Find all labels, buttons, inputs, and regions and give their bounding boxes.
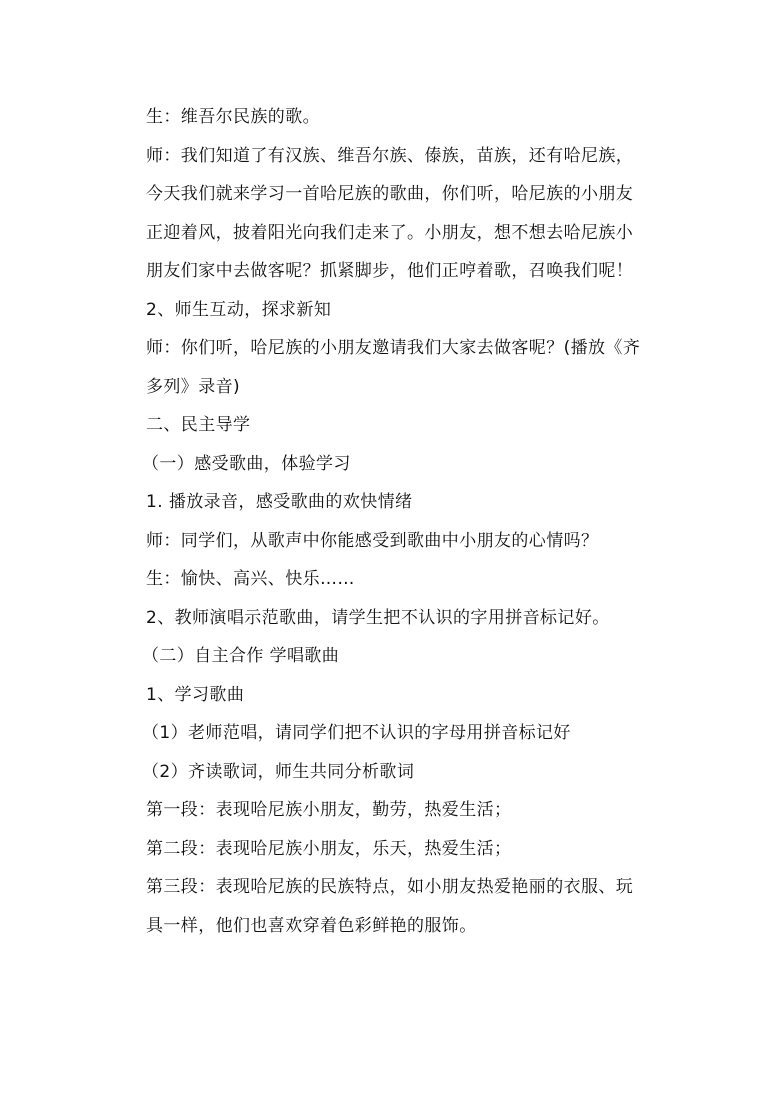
list-item: 1、学习歌曲 xyxy=(146,684,245,705)
list-item: 1. 播放录音，感受歌曲的欢快情绪 xyxy=(146,492,413,512)
text-line: 今天我们就来学习一首哈尼族的歌曲，你们听，哈尼族的小朋友 xyxy=(146,184,634,204)
list-item: （1）老师范唱，请同学们把不认识的字母用拼音标记好 xyxy=(142,723,571,743)
text-line: 具一样，他们也喜欢穿着色彩鲜艳的服饰。 xyxy=(146,915,477,936)
text-line: 师：我们知道了有汉族、维吾尔族、傣族，苗族，还有哈尼族， xyxy=(146,145,634,166)
text-line: 生：愉快、高兴、快乐…… xyxy=(146,569,355,589)
text-line: 第一段：表现哈尼族小朋友，勤劳，热爱生活； xyxy=(146,800,512,820)
list-item: （2）齐读歌词，师生共同分析歌词 xyxy=(142,761,415,782)
text-line: 师：同学们，从歌声中你能感受到歌曲中小朋友的心情吗？ xyxy=(146,530,599,551)
list-item: 2、教师演唱示范歌曲，请学生把不认识的字用拼音标记好。 xyxy=(146,607,610,628)
text-line: 朋友们家中去做客呢？抓紧脚步，他们正哼着歌，召唤我们呢！ xyxy=(146,261,634,281)
text-line: 正迎着风，披着阳光向我们走来了。小朋友，想不想去哈尼族小 xyxy=(146,222,634,243)
document-body xyxy=(142,98,666,945)
text-line: 师：你们听，哈尼族的小朋友邀请我们大家去做客呢？(播放《齐 xyxy=(146,338,641,358)
text-line: 第三段：表现哈尼族的民族特点，如小朋友热爱艳丽的衣服、玩 xyxy=(146,877,634,897)
subsection-heading: （二）自主合作 学唱歌曲 xyxy=(142,646,340,666)
section-heading: 2、师生互动，探求新知 xyxy=(146,299,332,320)
text-line: 生：维吾尔民族的歌。 xyxy=(146,107,320,127)
section-heading: 二、民主导学 xyxy=(146,415,251,435)
subsection-heading: （一）感受歌曲，体验学习 xyxy=(142,453,351,474)
text-line: 第二段：表现哈尼族小朋友，乐天，热爱生活； xyxy=(146,838,512,859)
text-line: 多列》录音) xyxy=(146,376,241,397)
